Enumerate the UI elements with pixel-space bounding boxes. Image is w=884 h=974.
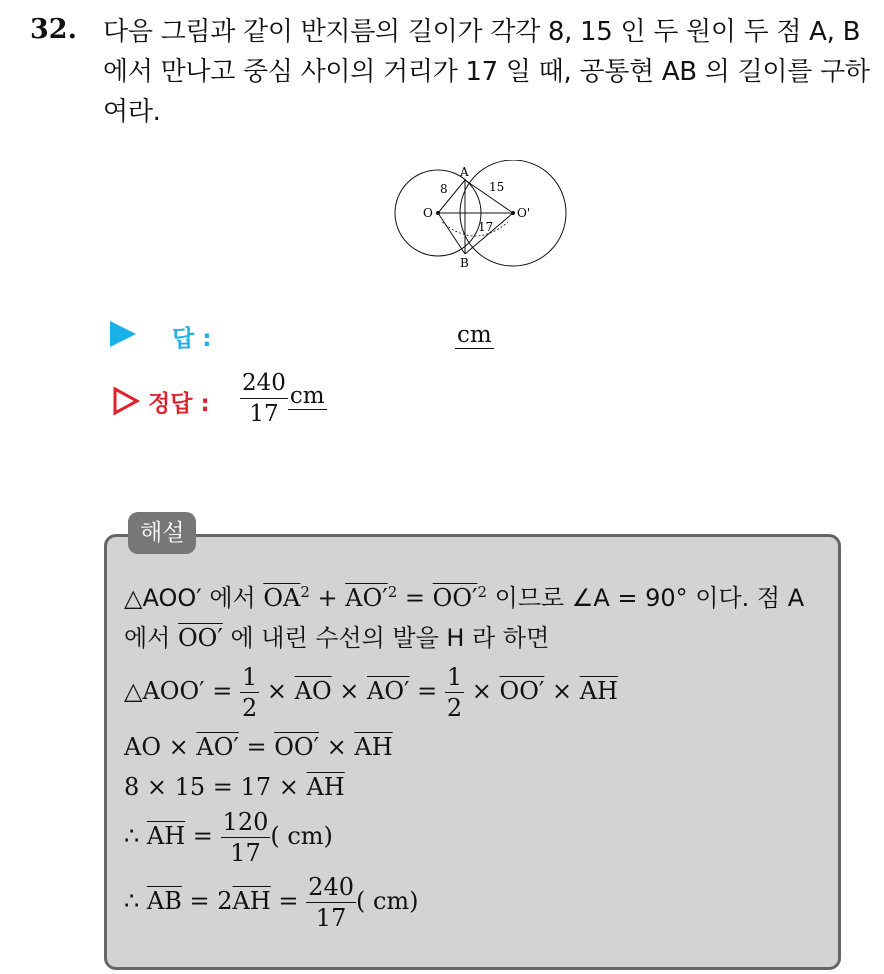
explanation-line-4: AO × $AO' = OO' \times \overline{AH}$ <box>124 733 393 761</box>
answer-marker <box>110 321 136 351</box>
question-number: 32. <box>30 14 77 45</box>
fraction-240-17: $\frac{240}{17}$ <box>308 873 354 932</box>
explanation-tag: 해설 <box>128 512 196 554</box>
correct-value <box>240 368 327 429</box>
outline-triangle-icon <box>112 386 140 416</box>
fraction-120-17: $\frac{120}{17}$ <box>222 808 269 867</box>
question-line-2: 에서 만나고 중심 사이의 거리가 17 일 때, 공통현 AB 의 길이를 구하 <box>103 57 870 87</box>
explanation-line-7: ∴ $\overline{AB} = 2\overline{AH}$ = $\frac{240}{17}$ ( cm) <box>124 873 419 932</box>
label-O2: O' <box>517 206 531 220</box>
answer-label: 답 : <box>172 326 212 352</box>
correct-label: 정답 : <box>148 391 210 417</box>
correct-denominator: 17 <box>249 401 279 427</box>
label-A: A <box>460 165 469 179</box>
label-radius-15: 15 <box>489 180 505 194</box>
explanation-line-6: ∴ $\overline{AH}$ = $\frac{120}{17}$ ( cm) <box>124 808 333 867</box>
half-fraction-2: $\frac{1}{2}$ <box>446 663 463 722</box>
label-B: B <box>460 256 469 270</box>
correct-unit: cm <box>289 382 325 409</box>
explanation-body <box>124 572 829 933</box>
label-distance-17: 17 <box>478 220 494 234</box>
question-line-1: 다음 그림과 같이 반지름의 길이가 각각 8, 15 인 두 원이 두 점 A, B <box>103 17 861 47</box>
answer-unit: cm <box>457 322 492 348</box>
half-fraction: $\frac{1}{2}$ <box>241 663 258 722</box>
filled-triangle-icon <box>110 321 136 347</box>
segment-OB <box>438 213 465 254</box>
correct-numerator: 240 <box>240 368 288 399</box>
correct-fraction <box>240 368 288 429</box>
point-O <box>436 211 440 215</box>
question-line-3: 여라. <box>103 97 161 127</box>
explanation-line-3: △AOO′ = $\frac{1}{2}$ × $\overline{AO} \times AO'$ = $\frac{1}{2}$ × $OO' \times \overline{AH}$ <box>124 663 618 722</box>
label-radius-8: 8 <box>440 182 448 196</box>
answer-blank[interactable] <box>455 322 494 348</box>
label-O: O <box>423 206 433 220</box>
question-text <box>103 12 873 132</box>
explanation-line-1: △AOO′ 에서 $\overline{OA}^2 + AO'^2 = OO'^2$ 이므로 ∠A = 90° 이다. 점 A <box>124 583 805 612</box>
explanation-line-2: 에서 OO′ 에 내린 수선의 발을 H 라 하면 <box>124 624 550 652</box>
point-O2 <box>511 211 515 215</box>
explanation-line-5: $8 \times 15 = 17 \times \overline{AH}$ <box>124 773 345 801</box>
circles-figure <box>390 160 570 272</box>
